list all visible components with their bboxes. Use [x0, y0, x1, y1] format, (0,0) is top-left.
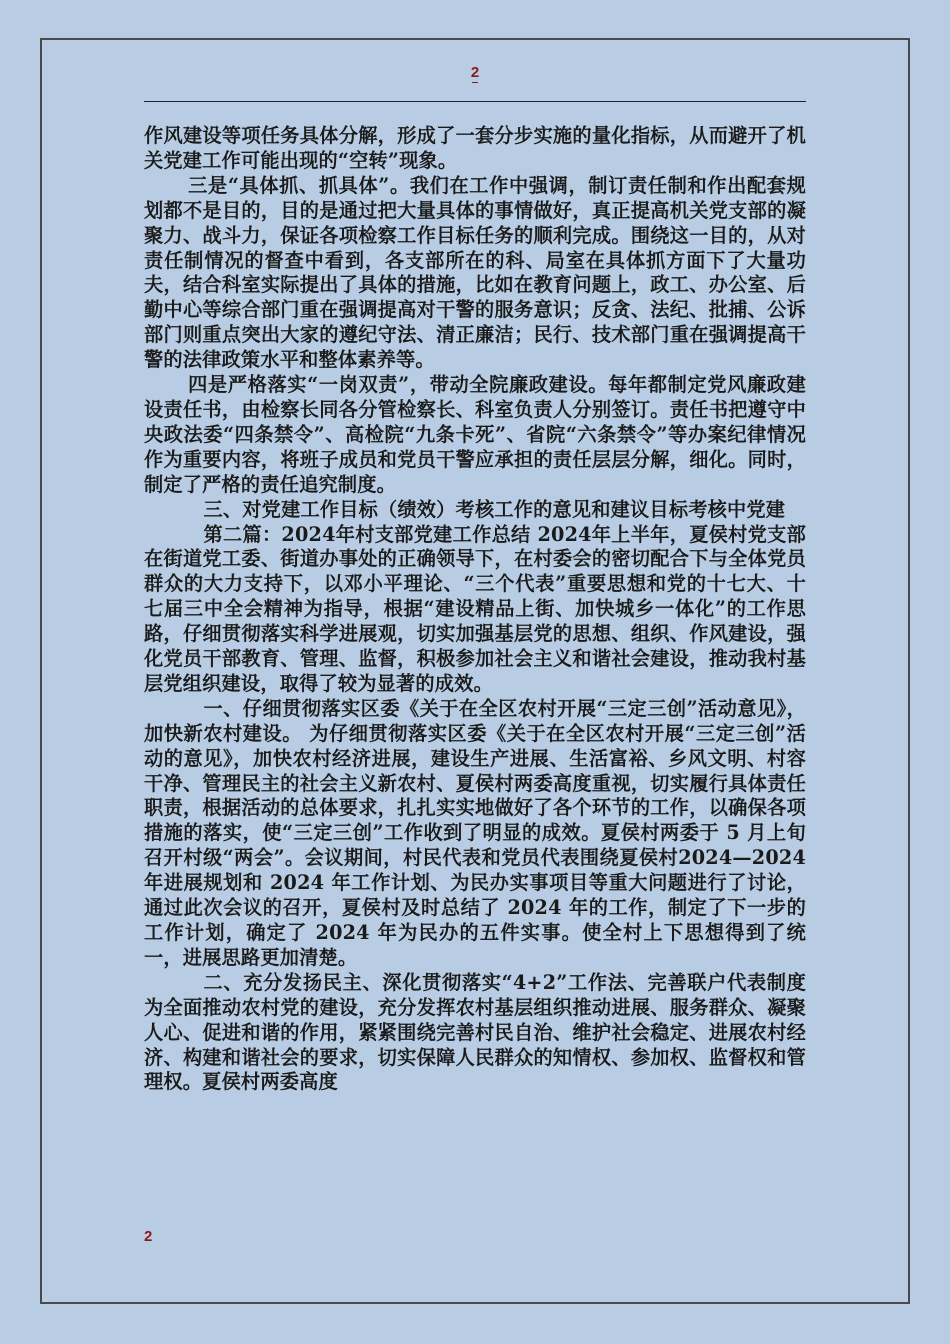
header-rule — [144, 101, 806, 102]
paragraph-item-four: 四是严格落实“一岗双责”，带动全院廉政建设。每年都制定党风廉政建设责任书，由检察长同各分管检察长、科室负责人分别签订。责任书把遵守中央政法委“四条禁令”、高检院“九条卡死”、省院“六条禁令”等办案纪律情况作为重要内容，将班子成员和党员干警应承担的责任层层分解，细化。同时，制定了严格的责任追究制度。 — [144, 373, 806, 496]
paragraph-item-three: 三是“具体抓、抓具体”。我们在工作中强调，制订责任制和作出配套规划都不是目的，目的是通过把大量具体的事情做好，真正提高机关党支部的凝聚力、战斗力，保证各项检察工作目标任务的顺利完成。围绕这一目的，从对责任制情况的督查中看到，各支部所在的科、局室在具体抓方面下了大量功夫，结合科室实际提出了具体的措施，比如在教育问题上，政工、办公室、后勤中心等综合部门重在强调提高对干警的服务意识；反贪、法纪、批捕、公诉部门则重点突出大家的遵纪守法、清正廉洁；民行、技术部门重在强调提高干警的法律政策水平和整体素养等。 — [144, 173, 806, 372]
paragraph-section-two: 二、充分发扬民主、深化贯彻落实“4+2”工作法、完善联户代表制度 为全面推动农村党的建设，充分发挥农村基层组织推动进展、服务群众、凝聚人心、促进和谐的作用，紧紧围绕完善村民自治、维护社会稳定、进展农村经济、构建和谐社会的要求，切实保障人民群众的知情权、参加权、监督权和管理权。夏侯村两委高度 — [144, 970, 806, 1094]
paragraph-section-one: 一、仔细贯彻落实区委《关于在全区农村开展“三定三创”活动意见》，加快新农村建设。 为仔细贯彻落实区委《关于在全区农村开展“三定三创”活动的意见》，加快农村经济进展，建设生产进展、生活富裕、乡风文明、村容干净、管理民主的社会主义新农村、夏侯村两委高度重视，切实履行具体责任职责，根据活动的总体要求，扎扎实实地做好了各个环节的工作，以确保各项措施的落实，使“三定三创”工作收到了明显的成效。夏侯村两委于 5 月上旬召开村级“两会”。会议期间，村民代表和党员代表围绕夏侯村2024—2024 年进展规划和 2024 年工作计划、为民办实事项目等重大问题进行了讨论，通过此次会议的召开，夏侯村及时总结了 2024 年的工作，制定了下一步的工作计划，确定了 2024 年为民办的五件实事。使全村上下思想得到了统一，进展思路更加清楚。 — [144, 696, 806, 969]
page-footer-number: 2 — [144, 1228, 153, 1245]
page-header-number — [0, 64, 950, 83]
paragraph-continuation: 作风建设等项任务具体分解，形成了一套分步实施的量化指标，从而避开了机关党建工作可能出现的“空转”现象。 — [144, 124, 806, 172]
header-number-text: 2 — [470, 64, 480, 81]
document-body — [144, 124, 806, 1095]
section-heading-three: 三、对党建工作目标（绩效）考核工作的意见和建议目标考核中党建 — [203, 497, 786, 521]
header-number-underline — [472, 82, 478, 83]
paragraph-second-article: 第二篇：2024年村支部党建工作总结 2024年上半年，夏侯村党支部在街道党工委、街道办事处的正确领导下，在村委会的密切配合下与全体党员群众的大力支持下，以邓小平理论、“三个代表”重要思想和党的十七大、十七届三中全会精神为指导，根据“建设精品上街、加快城乡一体化”的工作思路，仔细贯彻落实科学进展观，切实加强基层党的思想、组织、作风建设，强化党员干部教育、管理、监督，积极参加社会主义和谐社会建设，推动我村基层党组织建设，取得了较为显著的成效。 — [144, 522, 806, 695]
